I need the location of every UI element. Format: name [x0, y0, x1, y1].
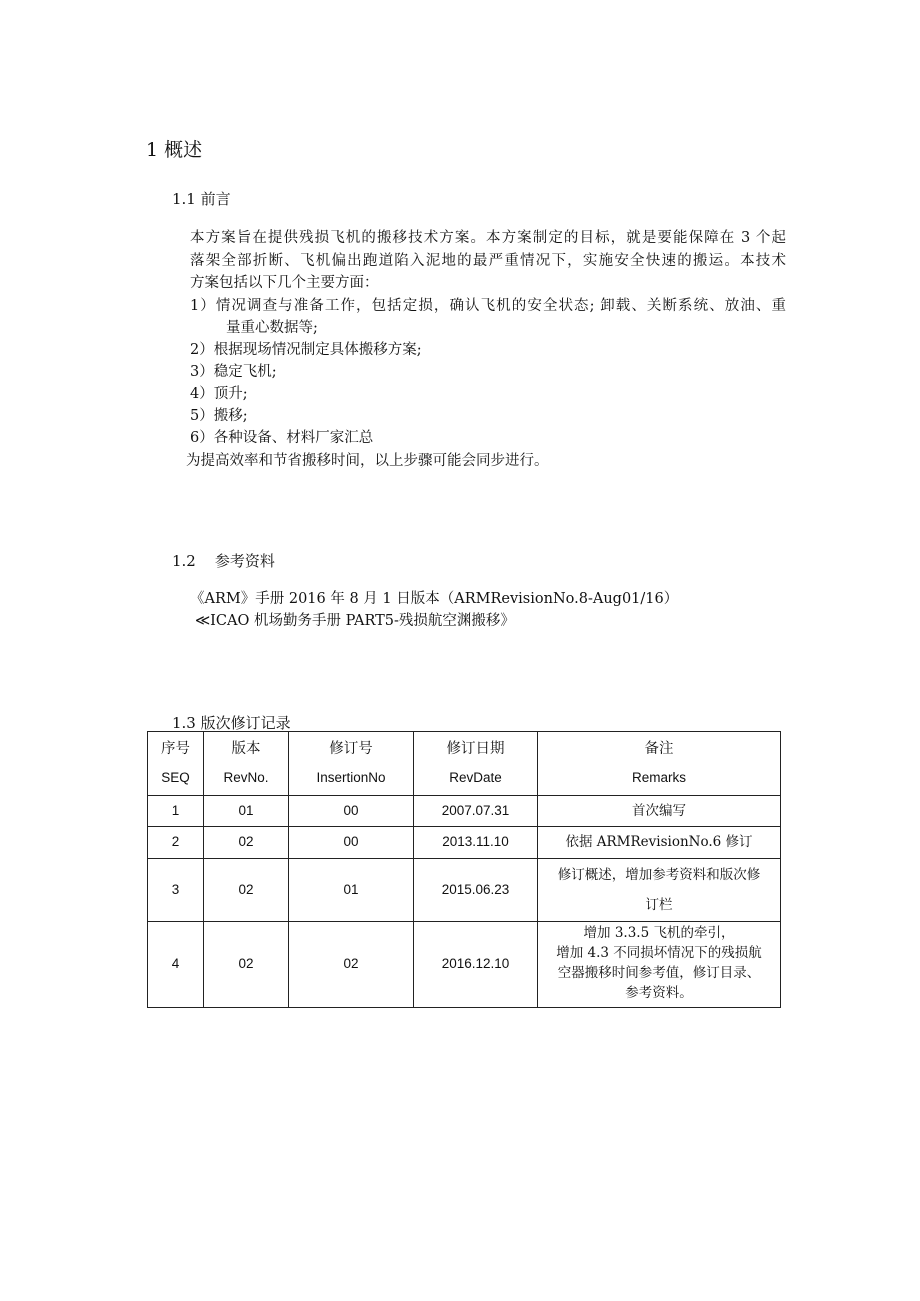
table-row — [148, 922, 781, 1008]
cell-remarks: 依据 ARMRevisionNo.6 修订 — [538, 827, 781, 859]
cell-remarks — [538, 859, 781, 922]
list-item-2: 2）根据现场情况制定具体搬移方案; — [190, 342, 422, 358]
cell-insertion: 00 — [289, 796, 414, 827]
cell-seq: 4 — [148, 922, 204, 1008]
list-item-4: 4）顶升; — [190, 386, 248, 402]
remark-line: 增加 4.3 不同损坏情况下的残损航 — [556, 945, 762, 961]
cell-seq: 1 — [148, 796, 204, 827]
cell-seq: 3 — [148, 859, 204, 922]
cell-date: 2007.07.31 — [414, 796, 538, 827]
cell-remarks: 首次编写 — [538, 796, 781, 827]
remark-line: 空器搬移时间参考值，修订目录、 — [557, 965, 761, 981]
header-date: 修订日期 RevDate — [414, 732, 538, 796]
cell-insertion: 01 — [289, 859, 414, 922]
list-item-6: 6）各种设备、材料厂家汇总 — [190, 430, 374, 446]
table-row — [148, 859, 781, 922]
remark-line: 参考资料。 — [625, 985, 693, 1001]
list-item-1-cont: 量重心数据等; — [226, 320, 318, 336]
para-line-1: 本方案旨在提供残损飞机的搬移技术方案。本方案制定的目标，就是要能保障在 3 个起 — [190, 230, 786, 246]
cell-rev: 02 — [204, 922, 289, 1008]
reference-1: 《ARM》手册 2016 年 8 月 1 日版本（ARMRevisionNo.8-Aug01/16） — [190, 591, 679, 607]
cell-date: 2016.12.10 — [414, 922, 538, 1008]
reference-2: ≪ICAO 机场勤务手册 PART5-残损航空渊搬移》 — [195, 613, 515, 629]
table-header-row — [148, 732, 781, 796]
cell-rev: 02 — [204, 827, 289, 859]
header-rev: 版本 RevNo. — [204, 732, 289, 796]
cell-rev: 02 — [204, 859, 289, 922]
table-row — [148, 796, 781, 827]
list-item-1: 1）情况调查与准备工作，包括定损，确认飞机的安全状态; 卸载、关断系统、放油、重 — [190, 298, 786, 314]
subsection-title-1-1: 1.1 前言 — [172, 190, 231, 208]
cell-remarks — [538, 922, 781, 1008]
closing-line: 为提高效率和节省搬移时间，以上步骤可能会同步进行。 — [186, 453, 549, 469]
header-insertion: 修订号 InsertionNo — [289, 732, 414, 796]
subsection-title-1-3: 1.3 版次修订记录 — [172, 714, 291, 732]
list-item-5: 5）搬移; — [190, 408, 248, 424]
table-row — [148, 827, 781, 859]
cell-date: 2015.06.23 — [414, 859, 538, 922]
cell-insertion: 00 — [289, 827, 414, 859]
subsection-title-1-2: 1.2 参考资料 — [172, 552, 275, 570]
remark-line: 修订概述，增加参考资料和版次修 — [557, 867, 761, 883]
cell-date: 2013.11.10 — [414, 827, 538, 859]
cell-rev: 01 — [204, 796, 289, 827]
header-seq: 序号 SEQ — [148, 732, 204, 796]
revision-table — [147, 731, 781, 1008]
header-remarks: 备注 Remarks — [538, 732, 781, 796]
cell-seq: 2 — [148, 827, 204, 859]
list-item-3: 3）稳定飞机; — [190, 364, 277, 380]
remark-line: 增加 3.3.5 飞机的牵引， — [583, 925, 735, 941]
section-title: 1 概述 — [146, 139, 203, 161]
remark-line: 订栏 — [645, 897, 673, 913]
cell-insertion: 02 — [289, 922, 414, 1008]
para-line-3: 方案包括以下几个主要方面： — [190, 275, 379, 291]
para-line-2: 落架全部折断、飞机偏出跑道陷入泥地的最严重情况下，实施安全快速的搬运。本技术 — [190, 253, 786, 269]
